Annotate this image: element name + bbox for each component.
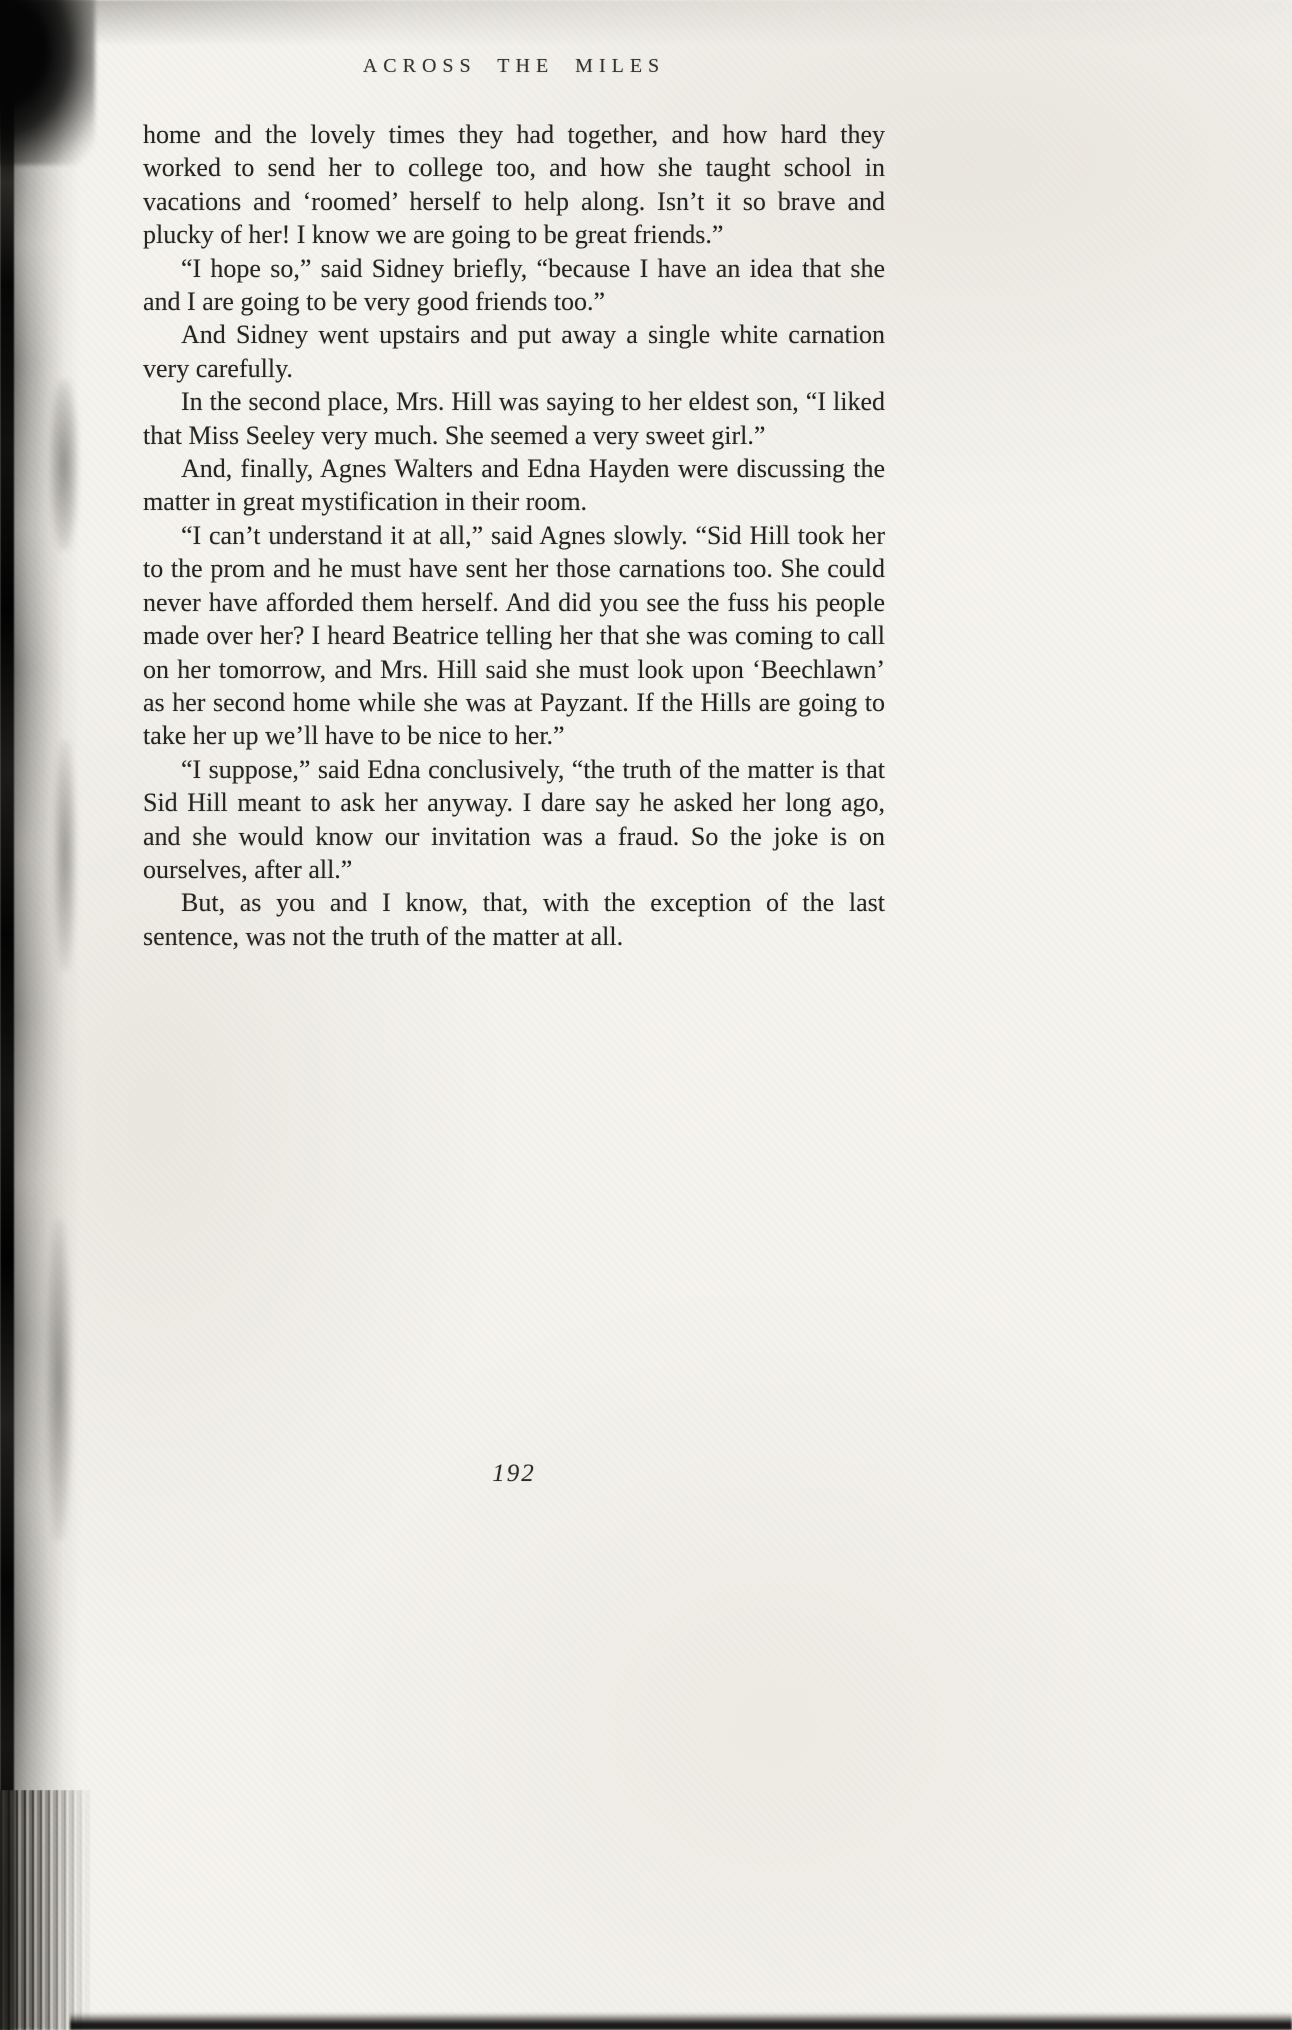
scan-bottom-left-stripes — [0, 1790, 92, 2030]
page-number: 192 — [492, 1460, 536, 1487]
scan-margin-smudge — [54, 740, 76, 970]
scan-left-binding-edge — [0, 0, 14, 2030]
paragraph: In the second place, Mrs. Hill was saying to her eldest son, “I liked that Miss Seeley very much. She seemed a very sweet girl.” — [143, 387, 885, 450]
paragraph: And, finally, Agnes Walters and Edna Hayden were discussing the matter in great mystification in their room. — [143, 454, 885, 517]
paragraph: “I can’t understand it at all,” said Agnes slowly. “Sid Hill took her to the prom and he must have sent her those carnations too. She could never have afforded them herself. And did you see the fuss his people made over her? I heard Beatrice telling her that she was coming to call on her tomorrow, and Mrs. Hill said she must look upon ‘Beechlawn’ as her second home while she was at Payzant. If the Hills are going to take her up we’ll have to be nice to her.” — [143, 520, 885, 751]
running-header: ACROSS THE MILES — [362, 55, 666, 77]
scan-top-shadow — [0, 0, 1292, 46]
scan-left-gutter-shadow — [0, 0, 95, 2030]
paragraph: “I suppose,” said Edna conclusively, “the truth of the matter is that Sid Hill meant to ask her anyway. I dare say he asked her long ago, and she would know our invitation was a fraud. So the joke is on ourselves, after all.” — [143, 754, 885, 884]
paragraph: But, as you and I know, that, with the exception of the last sentence, was not the truth of the matter at all. — [143, 888, 885, 951]
scan-margin-smudge — [50, 380, 78, 550]
paragraph: And Sidney went upstairs and put away a single white carnation very carefully. — [143, 320, 885, 383]
scan-top-left-blot — [0, 0, 95, 165]
scan-margin-smudge — [46, 1220, 72, 1540]
scan-bottom-edge-bar — [70, 2012, 1292, 2030]
scan-left-shadow-variation — [0, 0, 80, 2030]
paragraph: home and the lovely times they had together, and how hard they worked to send her to college too, and how she taught school in vacations and ‘roomed’ herself to help along. Isn’t it so brave and plucky of her! I know we are going to be great friends.” — [143, 120, 885, 250]
paragraph: “I hope so,” said Sidney briefly, “because I have an idea that she and I are going to be very good friends too.” — [143, 253, 885, 317]
page-body — [143, 118, 885, 953]
